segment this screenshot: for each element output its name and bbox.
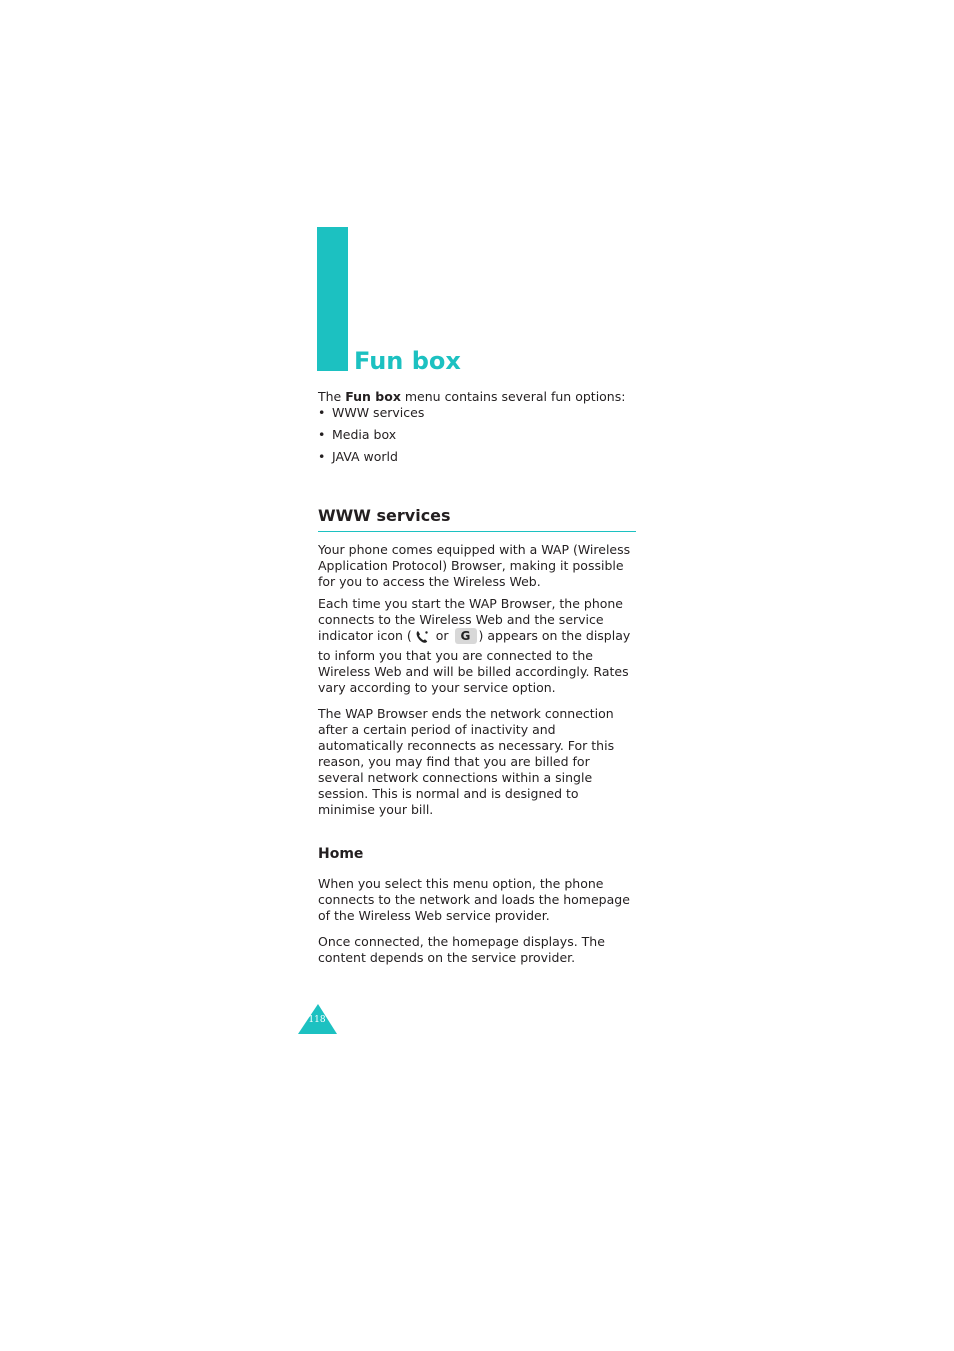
bullet-marker: • xyxy=(318,405,326,420)
www-paragraph-2-start: Each time you start the WAP Browser, the phone connects to the Wireless Web and the service indicator icon ( xyxy=(318,596,623,643)
fun-box-options-list xyxy=(318,405,636,465)
page-number: 118 xyxy=(308,1015,326,1025)
www-paragraph-2 xyxy=(318,596,636,696)
www-paragraph-3: The WAP Browser ends the network connection after a certain period of inactivity and automatically reconnects as necessary. For this reason, you may find that you are billed for several network connections within a single session. This is normal and is designed to minimise your bill. xyxy=(318,706,615,817)
intro-paragraph xyxy=(318,389,636,405)
www-paragraph-2-or: or xyxy=(431,628,453,643)
www-paragraph-2-end: ) appears on the display to inform you that you are connected to the Wireless Web and will be billed accordingly. Rates vary according to your service option. xyxy=(318,628,631,695)
chapter-accent-bar xyxy=(317,227,348,371)
list-item-label: WWW services xyxy=(332,405,425,420)
list-item-label: Media box xyxy=(332,427,397,442)
intro-bold-menu-name: Fun box xyxy=(345,389,401,404)
www-paragraph-1: Your phone comes equipped with a WAP (Wireless Application Protocol) Browser, making it possible for you to access the Wireless Web. xyxy=(318,542,631,589)
list-item xyxy=(318,449,636,465)
intro-suffix: menu contains several fun options: xyxy=(400,389,626,404)
phone-handset-icon xyxy=(415,630,429,648)
list-item xyxy=(318,405,636,421)
g-connection-icon xyxy=(455,628,477,644)
home-paragraph-1: When you select this menu option, the phone connects to the network and loads the homepage of the Wireless Web service provider. xyxy=(318,876,630,923)
home-heading: Home xyxy=(318,846,364,862)
g-icon-letter: G xyxy=(460,629,471,643)
bullet-marker: • xyxy=(318,449,326,464)
bullet-marker: • xyxy=(318,427,326,442)
page-content xyxy=(318,389,636,966)
list-item xyxy=(318,427,636,443)
list-item-label: JAVA world xyxy=(332,449,398,464)
www-services-heading: WWW services xyxy=(318,505,636,532)
home-paragraph-2: Once connected, the homepage displays. The content depends on the service provider. xyxy=(318,934,605,965)
chapter-title: Fun box xyxy=(354,347,461,375)
intro-prefix: The xyxy=(318,389,346,404)
